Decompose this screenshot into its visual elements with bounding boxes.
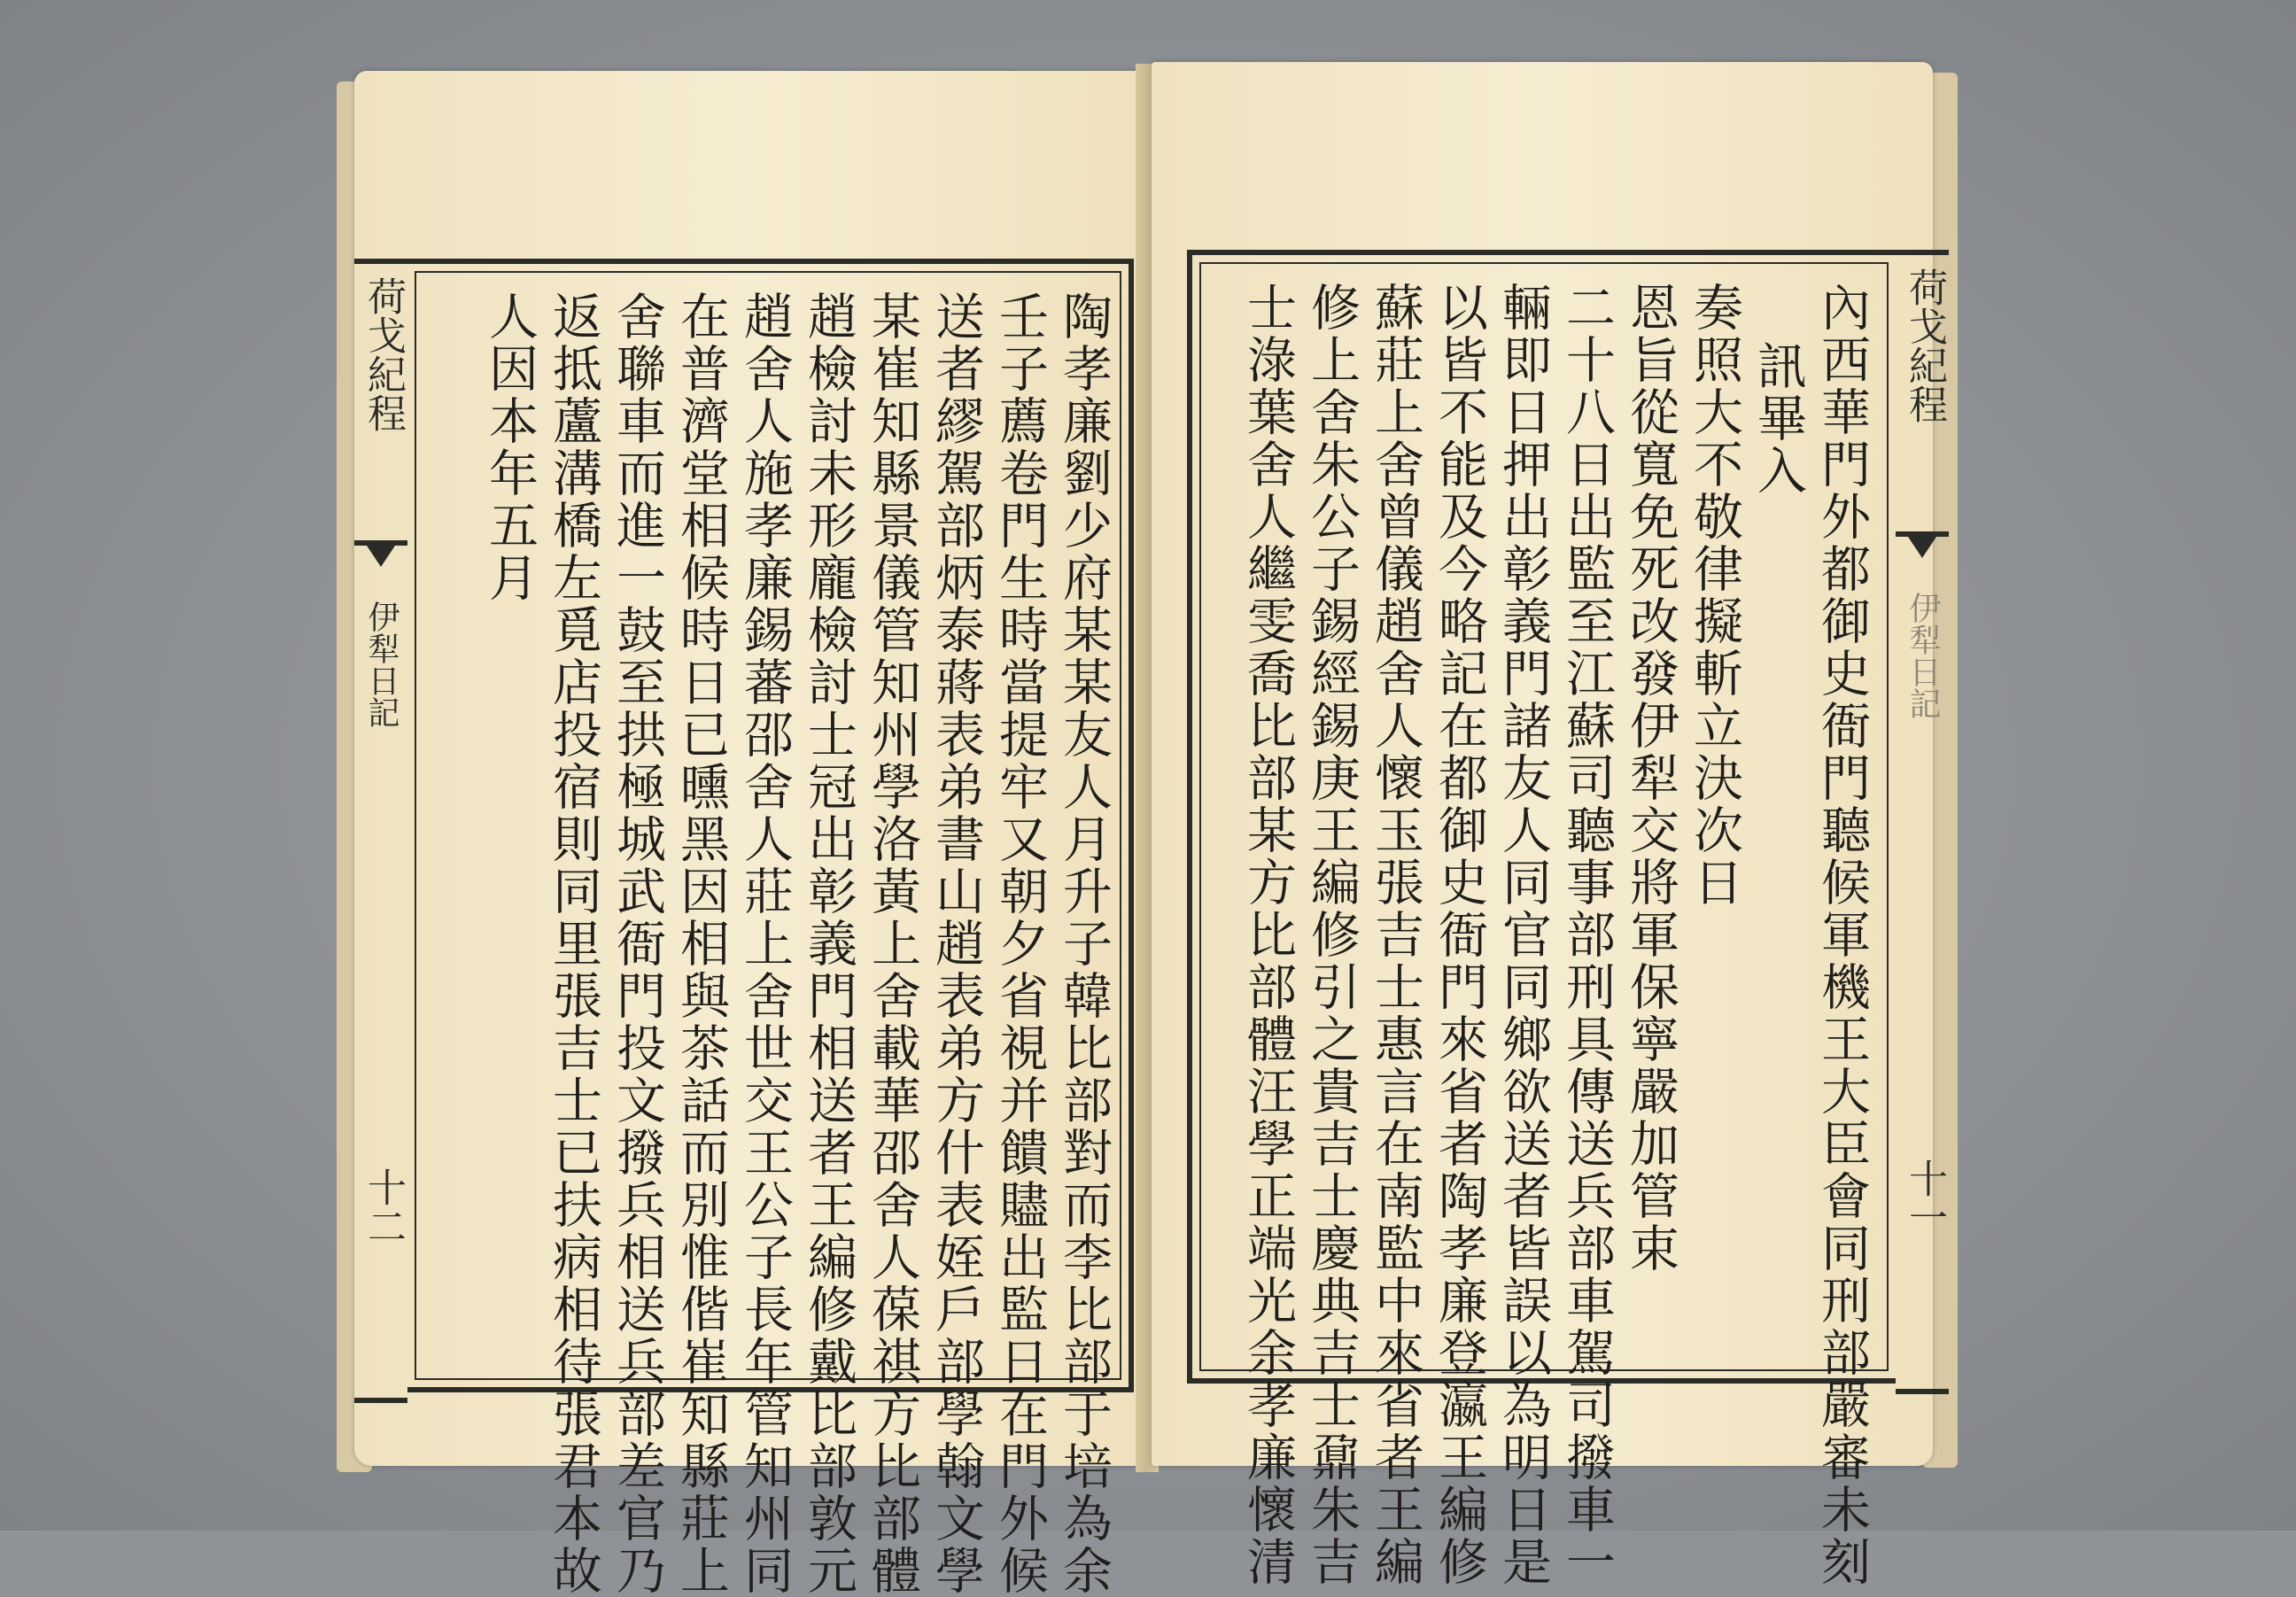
text-column: 二十八日出監至江蘇司聽事部刑具傳送兵部車駕司撥車一 bbox=[1558, 282, 1616, 1588]
right-fishtail-mark bbox=[1896, 531, 1949, 565]
text-column: 蘇莊上舍曾儀趙舍人懷玉張吉士惠言在南監中來省者王編 bbox=[1367, 282, 1424, 1588]
right-fold-margin bbox=[1896, 250, 1949, 1394]
text-column: 士淥葉舍人繼雯喬比部某方比部體汪學正端光余孝廉懷清 bbox=[1239, 282, 1297, 1588]
left-text-frame bbox=[407, 259, 1134, 1597]
left-text-columns bbox=[461, 291, 1113, 1597]
right-text-columns bbox=[1219, 282, 1871, 1588]
right-margin-subtitle: 伊犁日記 bbox=[1904, 592, 1941, 719]
open-book bbox=[337, 55, 1958, 1597]
left-page bbox=[354, 71, 1143, 1597]
text-column: 內西華門外都御史衙門聽候軍機王大臣會同刑部嚴審未刻 bbox=[1813, 282, 1871, 1588]
right-page bbox=[1152, 62, 1947, 1588]
text-column: 壬子薦卷門生時當提牢又朝夕省視并饋贐出監日在門外候 bbox=[991, 291, 1049, 1597]
right-margin-page-number: 十一 bbox=[1902, 1159, 1947, 1237]
text-column: 人因本年五月 bbox=[481, 291, 539, 604]
text-column: 舍聯車而進一鼓至拱極城武衙門投文撥兵相送兵部差官乃 bbox=[609, 291, 666, 1597]
right-margin-title: 荷戈紀程 bbox=[1902, 267, 1947, 423]
text-column: 奏照大不敬律擬斬立決次日 bbox=[1686, 282, 1743, 909]
text-column: 訊畢入 bbox=[1749, 340, 1807, 497]
left-fishtail-mark bbox=[354, 540, 407, 574]
text-column: 以皆不能及今略記在都御史衙門來省者陶孝廉登瀛王編修 bbox=[1431, 282, 1488, 1588]
text-column: 在普濟堂相候時日已曛黑因相與茶話而別惟偕崔知縣莊上 bbox=[672, 291, 730, 1597]
right-text-frame bbox=[1187, 250, 1896, 1588]
text-column: 輛即日押出彰義門諸友人同官同鄉欲送者皆誤以為明日是 bbox=[1494, 282, 1552, 1588]
text-column: 趙舍人施孝廉錫蕃邵舍人莊上舍世交王公子長年管知州同 bbox=[736, 291, 794, 1597]
text-column: 返抵蘆溝橋左覓店投宿則同里張吉士已扶病相待張君本故 bbox=[545, 291, 602, 1597]
text-column: 恩旨從寬免死改發伊犁交將軍保寧嚴加管束 bbox=[1622, 282, 1679, 1275]
left-margin-subtitle: 伊犁日記 bbox=[363, 601, 399, 728]
text-column: 陶孝廉劉少府某某友人月升子韓比部對而李比部于培為余 bbox=[1055, 291, 1113, 1597]
left-margin-page-number: 十二 bbox=[361, 1167, 406, 1245]
left-margin-title: 荷戈紀程 bbox=[361, 276, 406, 432]
text-column: 趙檢討未形龐檢討士冠出彰義門相送者王編修戴比部敦元 bbox=[800, 291, 857, 1597]
left-fold-margin bbox=[354, 259, 407, 1403]
text-column: 修上舍朱公子錫經錫庚王編修引之貴吉士慶典吉士鼐朱吉 bbox=[1303, 282, 1361, 1588]
text-column: 送者繆駕部炳泰蔣表弟書山趙表弟方什表姪戶部學翰文學 bbox=[927, 291, 985, 1597]
text-column: 某崔知縣景儀管知州學洛黃上舍載華邵舍人葆祺方比部體 bbox=[864, 291, 921, 1597]
